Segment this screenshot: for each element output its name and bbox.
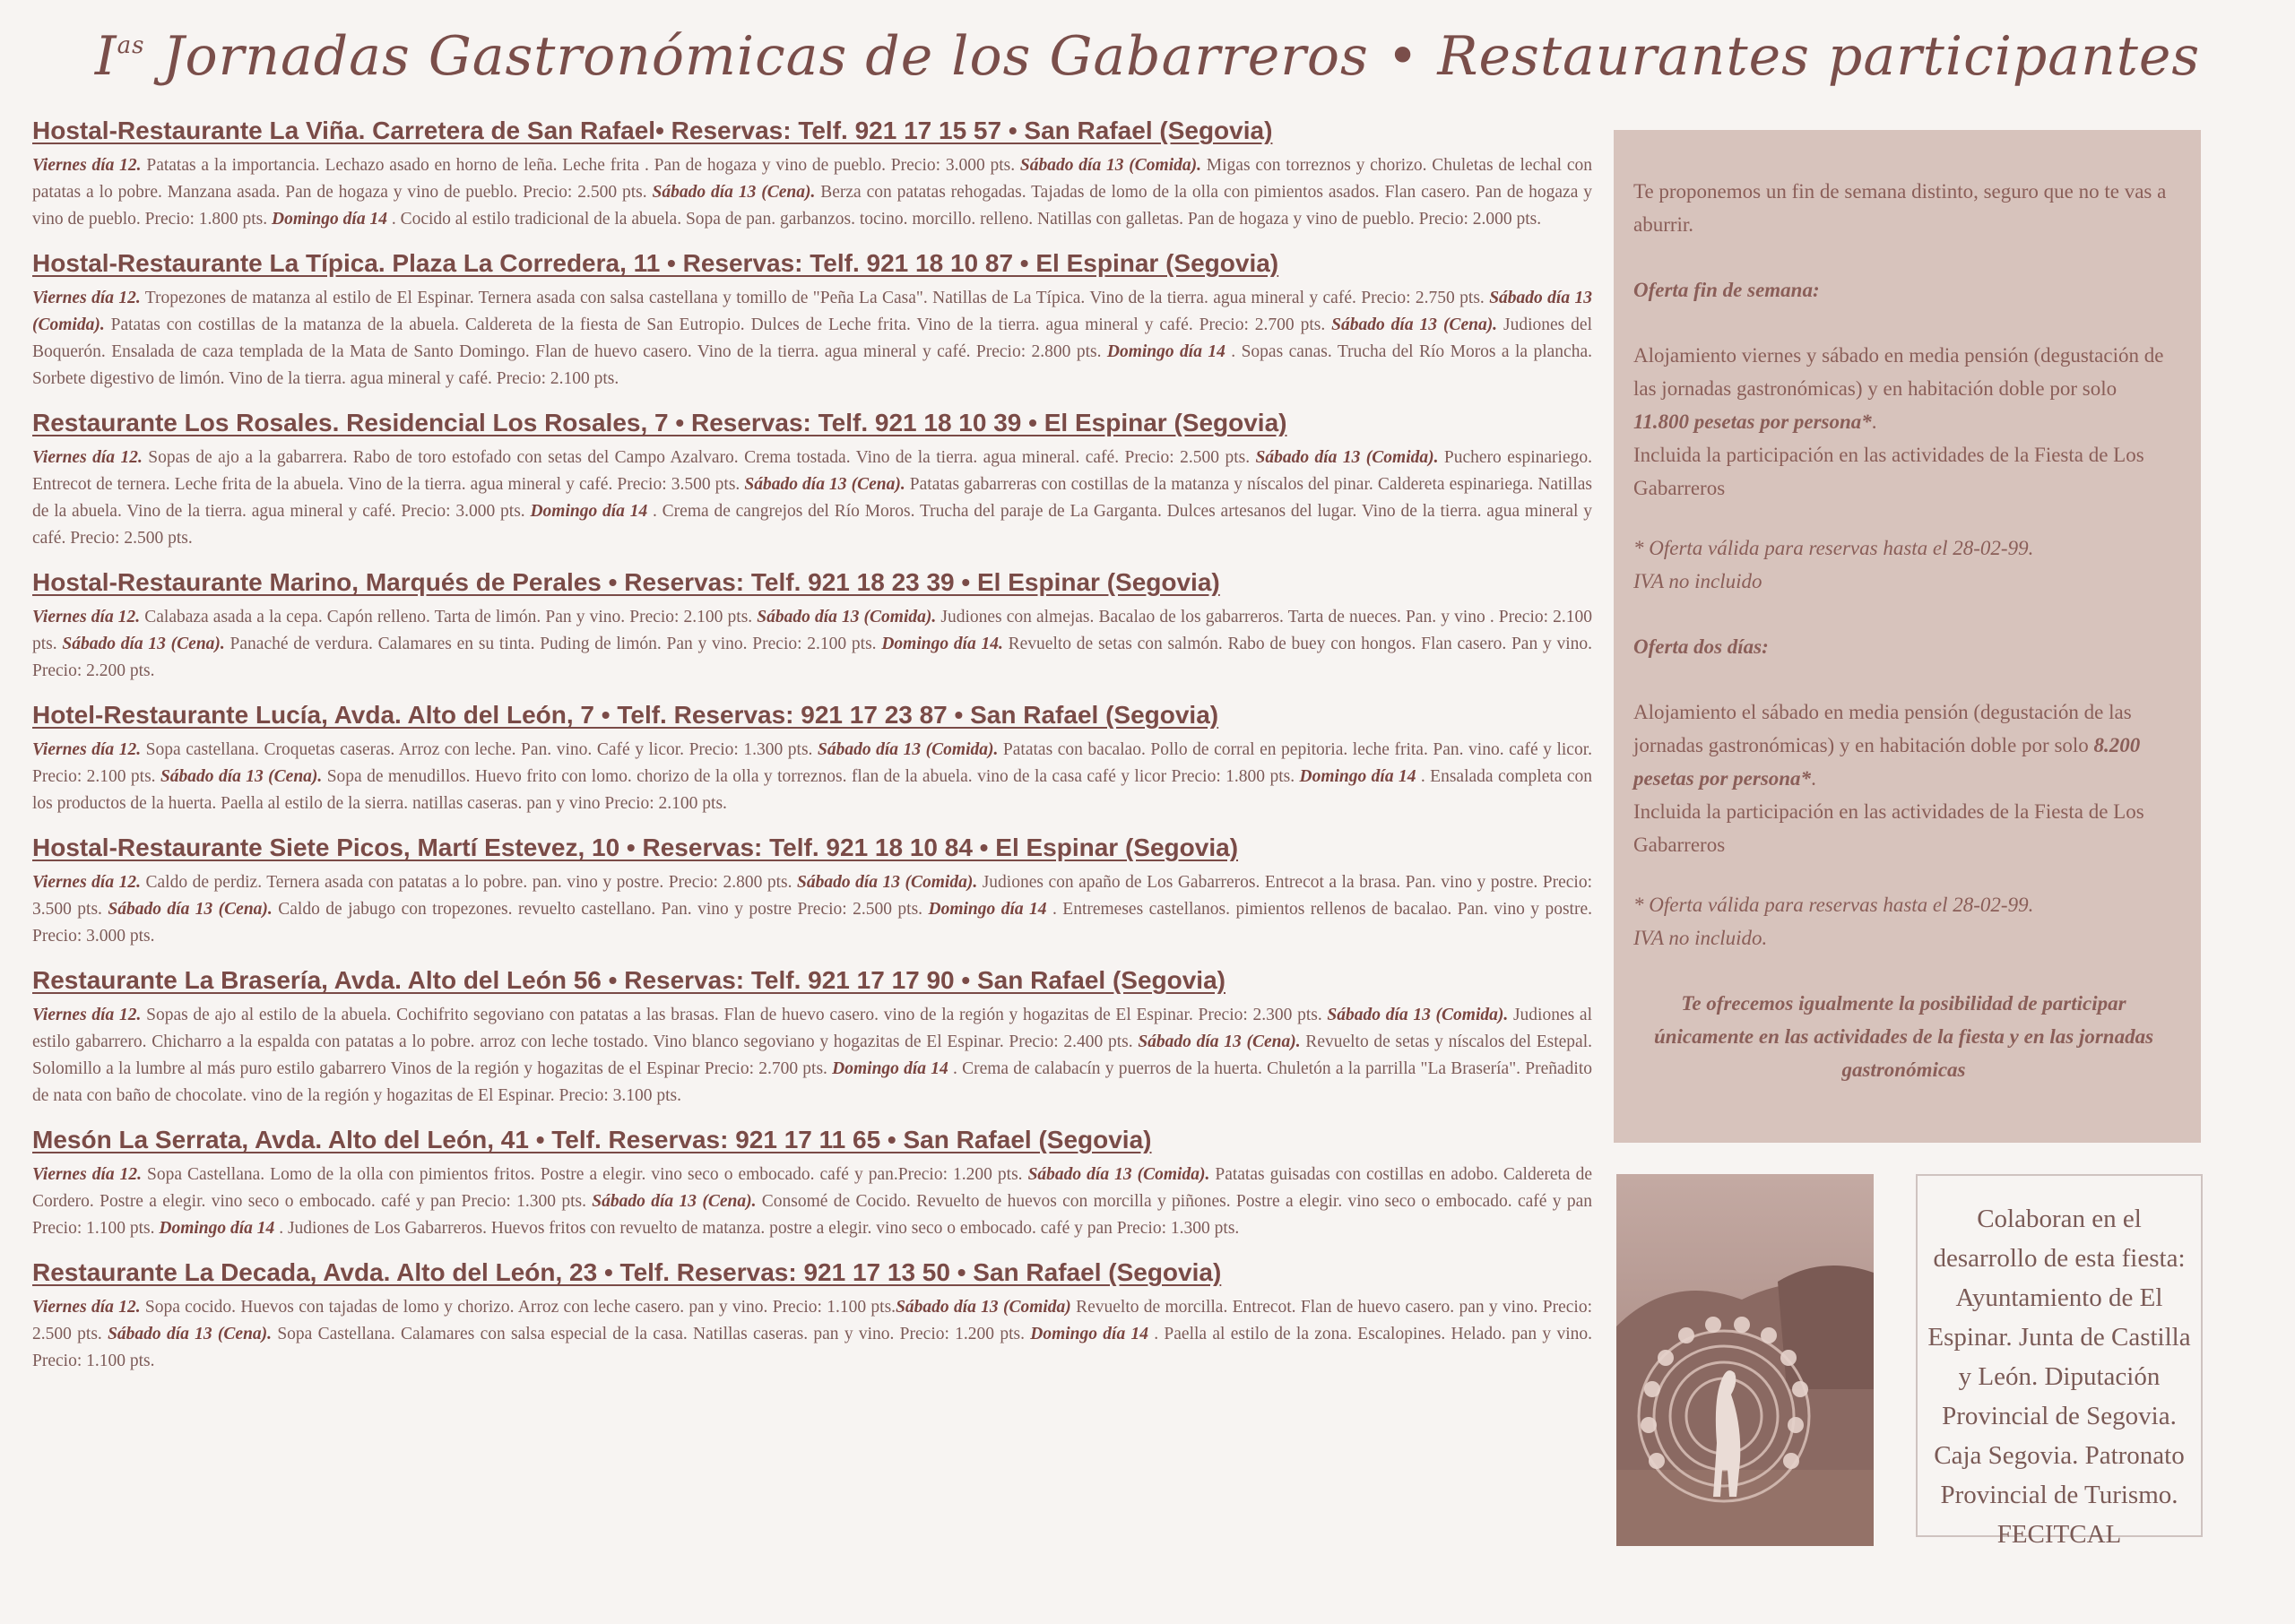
title-text: Jornadas Gastronómicas de los Gabarreros • Restaurantes participantes: [162, 25, 2201, 88]
restaurant-heading: Hostal-Restaurante Siete Picos, Martí Estevez, 10 • Reservas: Telf. 921 18 10 84 • El Espinar (Segovia): [32, 834, 1239, 861]
menu-day-label: Viernes día 12.: [32, 608, 141, 626]
menu-day-label: Sábado día 13 (Comida).: [796, 873, 978, 892]
restaurant-heading: Hostal-Restaurante La Típica. Plaza La Corredera, 11 • Reservas: Telf. 921 18 10 87 • El Espinar (Segovia): [32, 249, 1279, 277]
twodays-offer-desc-end: .: [1811, 767, 1816, 790]
menu-dishes: . Paella al estilo de la zona. Escalopines. Helado. pan y vino. Precio: 1.100 pts.: [32, 1325, 1593, 1370]
sponsors-box: [1916, 1174, 2203, 1549]
restaurant-menu: [32, 152, 1592, 233]
menu-dishes: . Sopas canas. Trucha del Río Moros a la plancha. Sorbete digestivo de limón. Vino de la tierra. agua mineral y café. Precio: 2.100 pts.: [32, 342, 1592, 388]
menu-dishes: Calabaza asada a la cepa. Capón relleno. Tarta de limón. Pan y vino. Precio: 2.100 pts.: [140, 608, 758, 626]
menu-day-label: Sábado día 13 (Comida): [896, 1298, 1071, 1317]
title-ordinal-suffix: as: [117, 32, 145, 59]
menu-dishes: Tropezones de matanza al estilo de El Espinar. Ternera asada con salsa castellana y tomillo de "Peña La Casa". Natillas de La Típica. Vino de la tierra. agua mineral y café. Precio: 2.750 pts.: [140, 289, 1490, 307]
menu-day-label: Viernes día 12.: [32, 448, 143, 467]
menu-day-label: Sábado día 13 (Comida).: [1327, 1006, 1509, 1024]
menu-dishes: Revuelto de morcilla. Entrecot. Flan de huevo casero. pan y vino. Precio: 2.500 pts.: [32, 1298, 1593, 1343]
restaurant-heading: Hostal-Restaurante La Viña. Carretera de San Rafael• Reservas: Telf. 921 17 15 57 • San Rafael (Segovia): [32, 117, 1273, 144]
weekend-offer-desc-end: .: [1871, 410, 1877, 433]
menu-dishes: Sopas de ajo al estilo de la abuela. Cochifrito segoviano con patatas a las brasas. Flan de huevo casero. vino de la región y hogazitas de El Espinar. Precio: 2.300 pts.: [141, 1006, 1328, 1024]
menu-dishes: Sopa Castellana. Lomo de la olla con pimientos fritos. Postre a elegir. vino seco o embocado. café y pan.Precio: 1.200 pts.: [142, 1165, 1028, 1184]
restaurant-menu: [32, 869, 1592, 950]
restaurant-entry: [32, 568, 1592, 685]
menu-day-label: Domingo día 14: [272, 210, 387, 229]
restaurant-entry: [32, 1126, 1592, 1242]
menu-dishes: . Ensalada completa con los productos de la huerta. Paella al estilo de la sierra. natillas caseras. pan y vino Precio: 2.100 pts.: [32, 767, 1592, 813]
offer-closing: Te ofrecemos igualmente la posibilidad de participar únicamente en las actividades de la fiesta y en las jornadas gastronómicas: [1653, 992, 2154, 1081]
menu-dishes: Sopa cocido. Huevos con tajadas de lomo y chorizo. Arroz con leche casero. pan y vino. Precio: 1.100 pts.: [140, 1298, 896, 1317]
twodays-offer-desc: Alojamiento el sábado en media pensión (degustación de las jornadas gastronómicas) y en habitación doble por solo: [1633, 701, 2132, 756]
menu-day-label: Sábado día 13 (Comida).: [757, 608, 937, 626]
weekend-offer-desc: Alojamiento viernes y sábado en media pensión (degustación de las jornadas gastronómicas) y en habitación doble por solo: [1633, 344, 2164, 400]
menu-dishes: . Crema de calabacín y puerros de la huerta. Chuletón a la parrilla "La Brasería". Preñadito de nata con baño de chocolate. vino de la región y hogazitas de El Espinar. Precio: 3.100 pts.: [32, 1059, 1593, 1105]
menu-day-label: Viernes día 12.: [32, 1165, 143, 1184]
menu-day-label: Viernes día 12.: [32, 1298, 141, 1317]
twodays-offer-title: Oferta dos días:: [1633, 635, 1769, 658]
restaurant-heading: Restaurante La Brasería, Avda. Alto del León 56 • Reservas: Telf. 921 17 17 90 • San Rafael (Segovia): [32, 966, 1225, 994]
menu-day-label: Domingo día 14.: [881, 635, 1003, 653]
menu-day-label: Viernes día 12.: [32, 740, 142, 759]
menu-day-label: Viernes día 12.: [32, 289, 141, 307]
restaurant-heading: Mesón La Serrata, Avda. Alto del León, 41 • Telf. Reservas: 921 17 11 65 • San Rafael (Segovia): [32, 1126, 1152, 1153]
menu-dishes: Revuelto de setas y níscalos del Estepal. Solomillo a la lumbre al más puro estilo gabarrero Vinos de la región y hogazitas de el Espinar Precio: 2.700 pts.: [32, 1032, 1592, 1078]
restaurant-menu: [32, 285, 1592, 393]
menu-dishes: Caldo de perdiz. Ternera asada con patatas a lo pobre. pan. vino y postre. Precio: 2.800 pts.: [140, 873, 797, 892]
menu-day-label: Sábado día 13 (Comida).: [1019, 156, 1201, 175]
weekend-offer-extra: Incluida la participación en las actividades de la Fiesta de Los Gabarreros: [1633, 444, 2144, 499]
restaurant-entry: [32, 966, 1592, 1110]
peacock-sculpture-photo: [1616, 1174, 1874, 1546]
photo-illustration: [1616, 1174, 1874, 1546]
restaurant-heading: Restaurante La Decada, Avda. Alto del León, 23 • Telf. Reservas: 921 17 13 50 • San Rafael (Segovia): [32, 1258, 1222, 1286]
menu-day-label: Sábado día 13 (Cena).: [108, 1325, 273, 1343]
offer-panel: [1614, 130, 2201, 1143]
twodays-offer-extra: Incluida la participación en las actividades de la Fiesta de Los Gabarreros: [1633, 800, 2144, 856]
menu-dishes: Puchero espinariego. Entrecot de ternera. Leche frita de la abuela. Vino de la tierra. agua mineral y café. Precio: 3.500 pts.: [32, 448, 1592, 494]
menu-dishes: Sopa de menudillos. Huevo frito con lomo. chorizo de la olla y torreznos. flan de la abuela. vino de la casa café y licor Precio: 1.800 pts.: [322, 767, 1300, 786]
menu-dishes: Caldo de jabugo con tropezones. revuelto castellano. Pan. vino y postre Precio: 2.500 pts.: [272, 900, 929, 919]
menu-dishes: Sopa Castellana. Calamares con salsa especial de la casa. Natillas caseras. pan y vino. Precio: 1.200 pts.: [272, 1325, 1031, 1343]
menu-dishes: Sopas de ajo a la gabarrera. Rabo de toro estofado con setas del Campo Azalvaro. Crema tostada. Vino de la tierra. agua mineral. café. Precio: 2.500 pts.: [142, 448, 1256, 467]
menu-dishes: Patatas con costillas de la matanza de la abuela. Caldereta de la fiesta de San Eutropio. Dulces de Leche frita. Vino de la tierra. agua mineral y café. Precio: 2.700 pts.: [104, 315, 1332, 334]
restaurant-entry: [32, 701, 1592, 817]
menu-day-label: Domingo día 14: [832, 1059, 948, 1078]
menu-dishes: . Crema de cangrejos del Río Moros. Trucha del paraje de La Garganta. Dulces artesanos del lugar. Vino de la tierra. agua mineral y café. Precio: 2.500 pts.: [32, 502, 1592, 548]
menu-day-label: Sábado día 13 (Cena).: [62, 635, 225, 653]
menu-day-label: Domingo día 14: [159, 1219, 275, 1238]
weekend-offer-title: Oferta fin de semana:: [1633, 279, 1820, 301]
menu-day-label: Sábado día 13 (Cena).: [652, 183, 816, 202]
restaurant-heading: Restaurante Los Rosales. Residencial Los Rosales, 7 • Reservas: Telf. 921 18 10 39 • El Espinar (Segovia): [32, 409, 1287, 436]
menu-day-label: Domingo día 14: [530, 502, 648, 521]
restaurant-menu: [32, 445, 1592, 552]
menu-day-label: Viernes día 12.: [32, 873, 141, 892]
menu-day-label: Domingo día 14: [1030, 1325, 1148, 1343]
menu-dishes: Patatas a la importancia. Lechazo asado en horno de leña. Leche frita . Pan de hogaza y vino de pueblo. Precio: 3.000 pts.: [141, 156, 1020, 175]
restaurant-entry: [32, 249, 1592, 393]
menu-dishes: Judiones con apaño de Los Gabarreros. Entrecot a la brasa. Pan. vino y postre. Precio: 3.500 pts.: [32, 873, 1592, 919]
menu-day-label: Sábado día 13 (Cena).: [1331, 315, 1498, 334]
weekend-offer-validity: * Oferta válida para reservas hasta el 28-02-99.: [1633, 537, 2034, 559]
menu-dishes: Revuelto de setas con salmón. Rabo de buey con hongos. Flan casero. Pan y vino. Precio: 2.200 pts.: [32, 635, 1592, 680]
title-ordinal: I: [94, 25, 117, 88]
menu-dishes: Consomé de Cocido. Revuelto de huevos con morcilla y piñones. Postre a elegir. vino seco o embocado. café y pan Precio: 1.100 pts.: [32, 1192, 1593, 1238]
twodays-offer-price: 8.200 pesetas por persona*: [1633, 734, 2141, 790]
menu-day-label: Sábado día 13 (Comida).: [32, 289, 1592, 334]
page-title: [0, 25, 2295, 88]
menu-dishes: Patatas gabarreras con costillas de la matanza y níscalos del pinar. Caldereta espinariega. Natillas de la abuela. Vino de la tierra. agua mineral y café. Precio: 3.000 pts.: [32, 475, 1592, 521]
menu-dishes: Patatas con bacalao. Pollo de corral en pepitoria. leche frita. Pan. vino. café y licor. Precio: 2.100 pts.: [32, 740, 1593, 786]
restaurant-heading: Hotel-Restaurante Lucía, Avda. Alto del León, 7 • Telf. Reservas: 921 17 23 87 • San Rafael (Segovia): [32, 701, 1219, 729]
restaurant-menu: [32, 1162, 1592, 1242]
weekend-offer-vat: IVA no incluido: [1633, 570, 1762, 592]
menu-day-label: Domingo día 14: [928, 900, 1047, 919]
menu-day-label: Sábado día 13 (Cena).: [592, 1192, 757, 1211]
restaurant-entry: [32, 117, 1592, 233]
menu-dishes: Panaché de verdura. Calamares en su tinta. Puding de limón. Pan y vino. Precio: 2.100 pts.: [224, 635, 882, 653]
menu-dishes: . Entremeses castellanos. pimientos rellenos de bacalao. Pan. vino y postre. Precio: 3.000 pts.: [32, 900, 1593, 946]
menu-dishes: Berza con patatas rehogadas. Tajadas de lomo de la olla con pimientos asados. Flan casero. Pan de hogaza y vino de pueblo. Precio: 1.800 pts.: [32, 183, 1592, 229]
restaurant-heading: Hostal-Restaurante Marino, Marqués de Perales • Reservas: Telf. 921 18 23 39 • El Espinar (Segovia): [32, 568, 1220, 596]
twodays-offer-vat: IVA no incluido.: [1633, 927, 1768, 949]
menu-dishes: . Cocido al estilo tradicional de la abuela. Sopa de pan. garbanzos. tocino. morcillo. relleno. Natillas con galletas. Pan de hogaza y vino de pueblo. Precio: 2.000 pts.: [386, 210, 1542, 229]
twodays-offer-note: [1633, 888, 2174, 955]
menu-day-label: Sábado día 13 (Comida).: [817, 740, 999, 759]
menu-day-label: Viernes día 12.: [32, 1006, 142, 1024]
menu-day-label: Sábado día 13 (Cena).: [1138, 1032, 1301, 1051]
restaurant-entry: [32, 1258, 1592, 1375]
weekend-offer-note: [1633, 531, 2174, 598]
restaurant-menu: [32, 737, 1592, 817]
restaurant-entry: [32, 834, 1592, 950]
restaurant-menu: [32, 1002, 1592, 1110]
menu-day-label: Sábado día 13 (Cena).: [108, 900, 273, 919]
menu-day-label: Sábado día 13 (Comida).: [1255, 448, 1439, 467]
twodays-offer-validity: * Oferta válida para reservas hasta el 28-02-99.: [1633, 894, 2034, 916]
menu-day-label: Viernes día 12.: [32, 156, 142, 175]
menu-dishes: Judiones del Boquerón. Ensalada de caza templada de la Mata de Santo Domingo. Flan de huevo casero. Vino de la tierra. agua mineral y café. Precio: 2.800 pts.: [32, 315, 1592, 361]
menu-dishes: Judiones con almejas. Bacalao de los gabarreros. Tarta de nueces. Pan. y vino . Precio: 2.100 pts.: [32, 608, 1593, 653]
menu-day-label: Domingo día 14: [1106, 342, 1225, 361]
menu-day-label: Sábado día 13 (Cena).: [744, 475, 905, 494]
menu-dishes: Migas con torreznos y chorizo. Chuletas de lechal con patatas a lo pobre. Manzana asada. Pan de hogaza y vino de pueblo. Precio: 2.500 pts.: [32, 156, 1593, 202]
twodays-offer-text: [1633, 695, 2174, 861]
menu-day-label: Sábado día 13 (Cena).: [160, 767, 323, 786]
offer-intro: Te proponemos un fin de semana distinto, seguro que no te vas a aburrir.: [1633, 180, 2167, 236]
weekend-offer-text: [1633, 339, 2174, 505]
menu-dishes: Patatas guisadas con costillas en adobo. Caldereta de Cordero. Postre a elegir. vino seco o embocado. café y pan Precio: 1.300 pts.: [32, 1165, 1592, 1211]
menu-dishes: Sopa castellana. Croquetas caseras. Arroz con leche. Pan. vino. Café y licor. Precio: 1.300 pts.: [141, 740, 818, 759]
restaurant-entry: [32, 409, 1592, 552]
menu-dishes: Judiones al estilo gabarrero. Chicharro a la espalda con patatas a lo pobre. arroz con leche tostado. Vino blanco segoviano y hogazitas de El Espinar. Precio: 2.400 pts.: [32, 1006, 1592, 1051]
menu-dishes: . Judiones de Los Gabarreros. Huevos fritos con revuelto de matanza. postre a elegir. vino seco o embocado. café y pan Precio: 1.300 pts.: [274, 1219, 1240, 1238]
restaurant-list: [32, 117, 1592, 1391]
restaurant-menu: [32, 1294, 1592, 1375]
sponsors-text: Colaboran en el desarrollo de esta fiesta: Ayuntamiento de El Espinar. Junta de Castilla y León. Diputación Provincial de Segovia. Caja Segovia. Patronato Provincial de Turismo. FECITCAL: [1927, 1205, 2191, 1549]
weekend-offer-price: 11.800 pesetas por persona*: [1633, 410, 1872, 433]
restaurant-menu: [32, 604, 1592, 685]
menu-day-label: Sábado día 13 (Comida).: [1027, 1165, 1210, 1184]
menu-day-label: Domingo día 14: [1299, 767, 1416, 786]
